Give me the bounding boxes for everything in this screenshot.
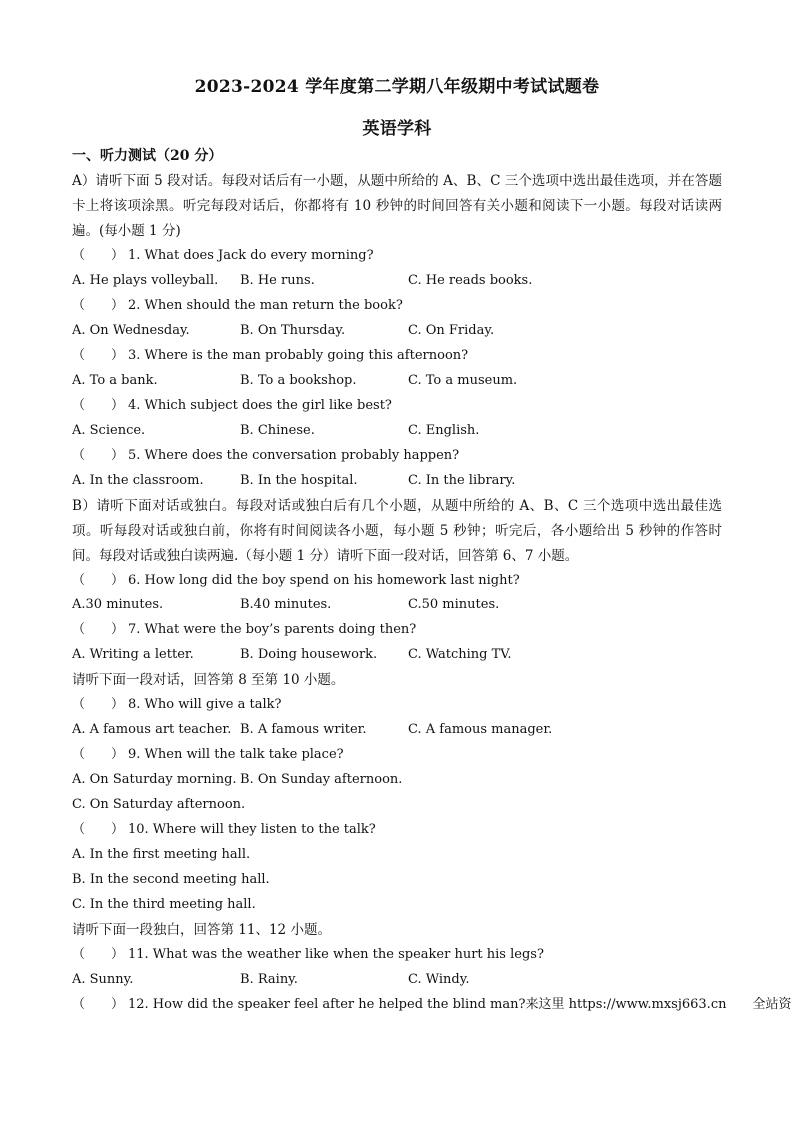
option-b: B. On Thursday.	[240, 323, 346, 338]
option-c: C. English.	[408, 423, 480, 438]
option-a: A. Science.	[72, 423, 146, 438]
option-b: B.40 minutes.	[240, 597, 332, 612]
option-c: C. To a museum.	[408, 373, 518, 388]
option-c: C. Watching TV.	[408, 647, 512, 662]
option-a: A. Writing a letter.	[72, 647, 194, 662]
part-b-instructions: B）请听下面对话或独白。每段对话或独白后有几个小题，从题中所给的 A、B、C 三个选项中选出最佳选项。听每段对话或独白前，你将有时间阅读各小题，每小题 5 秒钟；听完后，各小题给出 5 秒钟的作答时间。每段对话或独白读两遍.（每小题 1 分）请听下面一段对话，回答第 6、7 小题。	[72, 498, 722, 564]
answer-blank: （ ）	[72, 622, 125, 637]
question-text: 10. Where will they listen to the talk?	[128, 822, 376, 837]
question-text: 1. What does Jack do every morning?	[128, 248, 374, 263]
intro-questions-11-12: 请听下面一段独白，回答第 11、12 小题。	[72, 922, 331, 938]
option-c: C. In the third meeting hall.	[72, 897, 256, 912]
question-text: 11. What was the weather like when the speaker hurt his legs?	[128, 947, 544, 962]
answer-blank: （ ）	[72, 573, 125, 588]
option-c: C. He reads books.	[408, 273, 533, 288]
answer-blank: （ ）	[72, 348, 125, 363]
option-c: C. A famous manager.	[408, 722, 553, 737]
option-b: B. In the hospital.	[240, 473, 358, 488]
option-a: A. In the classroom.	[72, 473, 204, 488]
option-a: A. On Saturday morning.	[72, 772, 237, 787]
option-b: B. Rainy.	[240, 972, 298, 987]
question-text: 6. How long did the boy spend on his homework last night?	[128, 573, 520, 588]
section-heading-listening: 一、听力测试（20 分）	[72, 148, 223, 164]
option-b: B. He runs.	[240, 273, 315, 288]
question-text: 12. How did the speaker feel after he helped the blind man?来这里 https://www.mxsj663.cn 全站资	[128, 997, 792, 1012]
answer-blank: （ ）	[72, 747, 125, 762]
answer-blank: （ ）	[72, 822, 125, 837]
question-4	[72, 398, 392, 414]
option-a: A. To a bank.	[72, 373, 158, 388]
answer-blank: （ ）	[72, 697, 125, 712]
option-c: C. On Saturday afternoon.	[72, 797, 246, 812]
question-text: 2. When should the man return the book?	[128, 298, 403, 313]
question-text: 4. Which subject does the girl like best?	[128, 398, 392, 413]
answer-blank: （ ）	[72, 398, 125, 413]
option-c: C. In the library.	[408, 473, 516, 488]
question-9	[72, 747, 344, 763]
question-12	[72, 997, 791, 1013]
option-a: A. In the first meeting hall.	[72, 847, 251, 862]
question-3	[72, 348, 468, 364]
option-b: B. To a bookshop.	[240, 373, 357, 388]
exam-subtitle: 英语学科	[362, 119, 432, 139]
part-a-instructions: A）请听下面 5 段对话。每段对话后有一小题，从题中所给的 A、B、C 三个选项中选出最佳选项，并在答题卡上将该项涂黑。听完每段对话后，你都将有 10 秒钟的时间回答有关小题和阅读下一小题。每段对话读两遍。(每小题 1 分)	[72, 173, 722, 239]
option-a: A. He plays volleyball.	[72, 273, 219, 288]
option-b: B. On Sunday afternoon.	[240, 772, 403, 787]
question-11	[72, 947, 544, 963]
answer-blank: （ ）	[72, 298, 125, 313]
question-7	[72, 622, 416, 638]
question-6	[72, 573, 520, 589]
intro-questions-8-10: 请听下面一段对话，回答第 8 至第 10 小题。	[72, 672, 345, 688]
question-10	[72, 822, 376, 838]
exam-title: 2023-2024 学年度第二学期八年级期中考试试题卷	[194, 77, 600, 97]
question-text: 5. Where does the conversation probably happen?	[128, 448, 460, 463]
question-1	[72, 248, 374, 264]
answer-blank: （ ）	[72, 248, 125, 263]
question-text: 9. When will the talk take place?	[128, 747, 344, 762]
question-8	[72, 697, 281, 713]
question-text: 8. Who will give a talk?	[128, 697, 282, 712]
question-text: 3. Where is the man probably going this afternoon?	[128, 348, 469, 363]
answer-blank: （ ）	[72, 947, 125, 962]
option-c: C.50 minutes.	[408, 597, 500, 612]
option-a: A.30 minutes.	[72, 597, 164, 612]
answer-blank: （ ）	[72, 997, 125, 1012]
option-a: A. On Wednesday.	[72, 323, 190, 338]
option-b: B. A famous writer.	[240, 722, 367, 737]
option-b: B. Doing housework.	[240, 647, 378, 662]
option-b: B. In the second meeting hall.	[72, 872, 270, 887]
option-a: A. Sunny.	[72, 972, 134, 987]
question-2	[72, 298, 403, 314]
option-a: A. A famous art teacher.	[72, 722, 232, 737]
answer-blank: （ ）	[72, 448, 125, 463]
option-c: C. On Friday.	[408, 323, 495, 338]
option-c: C. Windy.	[408, 972, 470, 987]
option-b: B. Chinese.	[240, 423, 315, 438]
question-5	[72, 448, 459, 464]
question-text: 7. What were the boy’s parents doing then?	[128, 622, 417, 637]
